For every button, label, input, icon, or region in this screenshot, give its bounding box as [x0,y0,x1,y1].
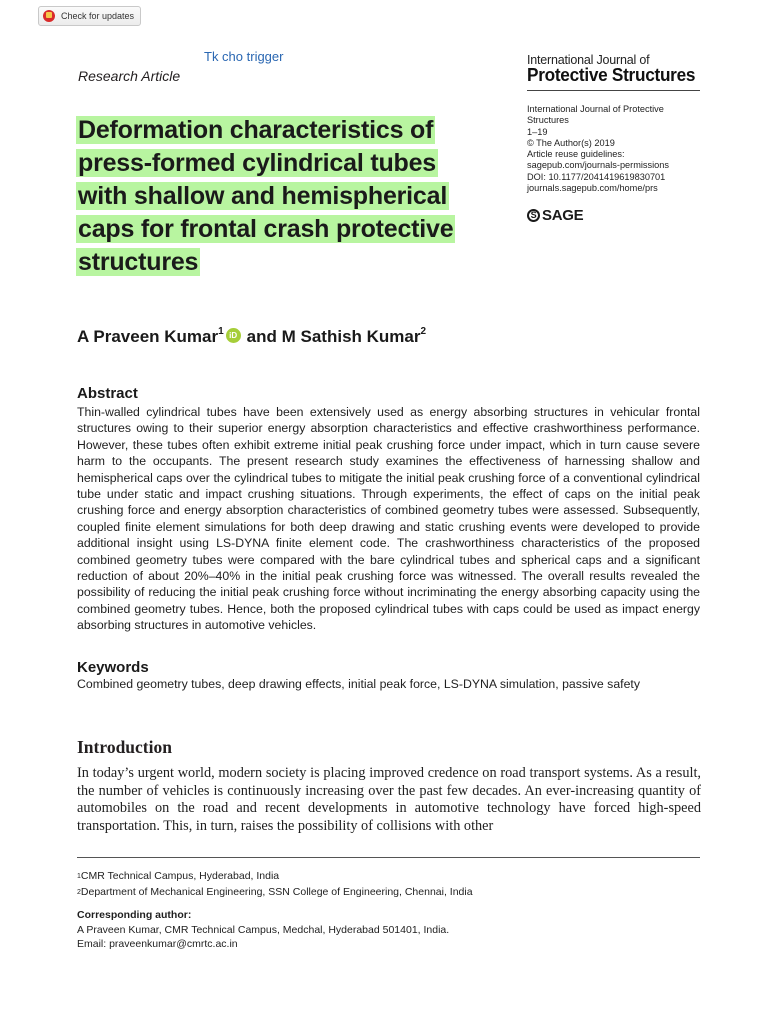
crossmark-icon [43,10,55,22]
meta-permissions-link[interactable]: sagepub.com/journals-permissions [527,160,669,171]
article-type: Research Article [78,68,181,84]
journal-name-top: International Journal of [527,53,650,67]
author-list [77,327,426,347]
affiliation-text: CMR Technical Campus, Hyderabad, India [80,870,280,882]
affiliation-number: 1 [77,873,81,880]
keywords-text: Combined geometry tubes, deep drawing effects, initial peak force, LS-DYNA simulation, passive safety [77,677,640,691]
affiliations [77,869,707,900]
corresponding-email[interactable]: Email: praveenkumar@cmrtc.ac.in [77,938,238,950]
check-for-updates-button[interactable] [38,6,141,26]
meta-reuse-label: Article reuse guidelines: [527,149,625,160]
corresponding-author [77,908,707,952]
title-line: caps for frontal crash protective [78,215,454,243]
annotation-text: Tk cho trigger [204,49,284,64]
corresponding-label: Corresponding author: [77,909,192,921]
title-line: with shallow and hemispherical [78,182,448,210]
author-name: and M Sathish Kumar [246,327,421,346]
meta-doi[interactable]: DOI: 10.1177/2041419619830701 [527,171,666,182]
affiliation-marker: 1 [218,326,224,337]
sage-logo-icon: S [527,209,540,222]
journal-divider [527,90,700,91]
orcid-icon[interactable]: iD [226,328,241,343]
meta-journal-line-2: Structures [527,115,569,126]
title-line: press-formed cylindrical tubes [78,149,437,177]
introduction-text: In today’s urgent world, modern society is placing improved credence on road transport systems. As a result, the number of vehicles is continuously increasing over the past few decades. An ever-increasing quantity of automobiles on the road and recent developments in automotive technology have forced high-speed transportation. This, in turn, raises the possibility of collisions with other [77,765,701,834]
article-title [76,114,516,279]
abstract-heading: Abstract [77,385,138,402]
affiliation-number: 2 [77,888,81,896]
introduction-heading: Introduction [77,737,172,757]
meta-pages: 1–19 [527,126,548,137]
publisher-logo [527,207,583,224]
title-line: Deformation characteristics of [78,116,434,144]
abstract-text: Thin-walled cylindrical tubes have been extensively used as energy absorbing structures in vehicular frontal structures owing to their superior energy absorption characteristics and effective crashworthiness performance. However, these tubes often exhibit extreme initial peak crushing force under impact, which in turn cause severe harm to the occupants. The present research study examines the effectiveness of harnessing shallow and hemispherical caps over the cylindrical tubes to mitigate the initial peak crushing force of a conventional cylindrical tube under static and impact crushing situations. Through experiments, the effect of caps on the initial peak crushing force and energy absorption characteristics of combined geometry tubes were assessed. Subsequently, coupled finite element simulations for both deep drawing and static crushing events were developed to provide additional insight using LS-DYNA finite element code. The crashworthiness characteristics of the proposed combined geometry tubes were compared with the bare cylindrical tubes and spherical caps and a significant reduction of about 20%–40% in the initial peak crushing force was witnessed. The overall results revealed the possibility of reducing the initial peak crushing force without incriminating the energy absorbing capacity using the combined geometry tubes. Hence, both the proposed cylindrical tubes with caps could be used as impact energy absorbing structures in automotive vehicles. [77,405,700,633]
article-metadata [527,104,702,194]
journal-name-main: Protective Structures [527,64,696,85]
affiliation-item [77,869,707,885]
footnote-divider [77,857,700,858]
affiliation-text: Department of Mechanical Engineering, SSN College of Engineering, Chennai, India [80,885,473,898]
check-for-updates-label: Check for updates [61,11,135,21]
affiliation-marker: 2 [420,326,427,337]
meta-journal-line: International Journal of Protective [527,104,664,114]
affiliation-item [77,885,707,901]
title-line: structures [78,248,199,276]
corresponding-address: A Praveen Kumar, CMR Technical Campus, Medchal, Hyderabad 501401, India. [77,923,450,936]
publisher-name: SAGE [542,207,584,224]
meta-journal-url[interactable]: journals.sagepub.com/home/prs [527,183,658,194]
author-name: A Praveen Kumar [77,327,219,346]
keywords-heading: Keywords [77,659,149,676]
meta-copyright: © The Author(s) 2019 [527,137,615,148]
